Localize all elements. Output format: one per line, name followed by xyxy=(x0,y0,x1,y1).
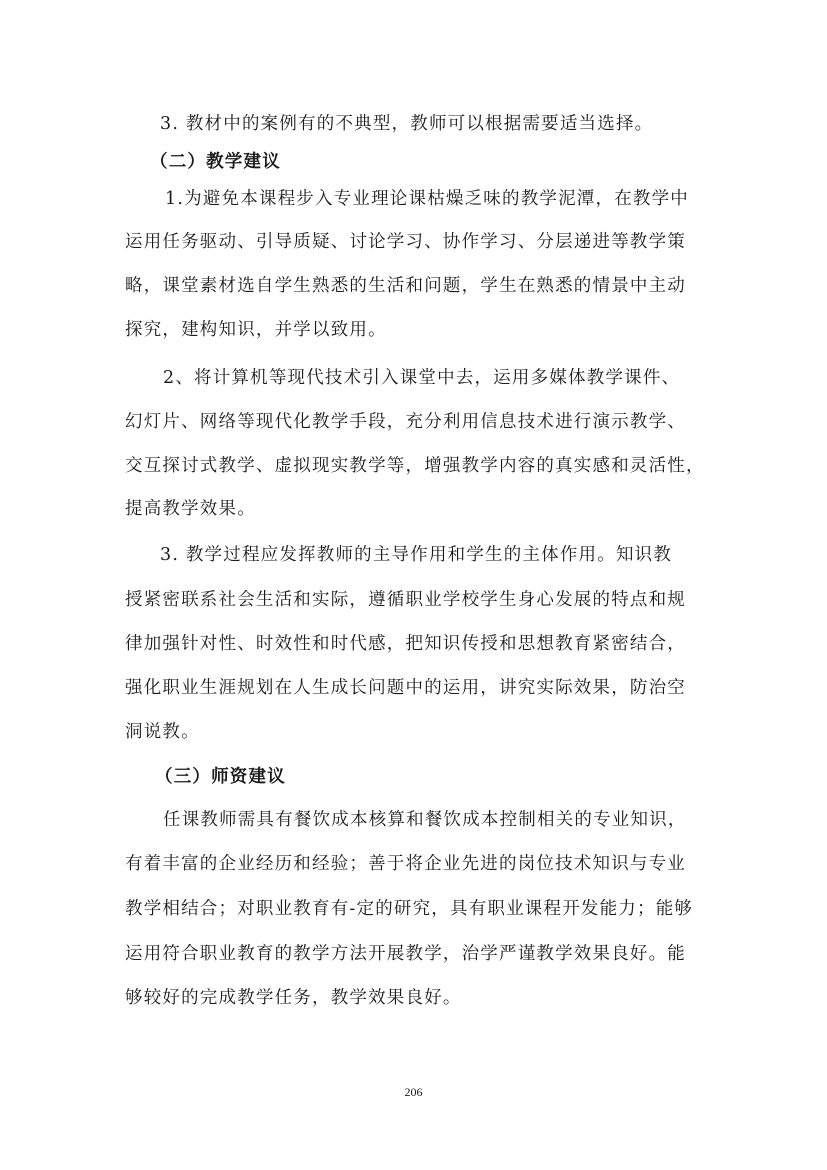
paragraph-line: 律加强针对性、时效性和时代感，把知识传授和思想教育紧密结合， xyxy=(125,634,686,654)
paragraph-line: 任课教师需具有餐饮成本核算和餐饮成本控制相关的专业知识， xyxy=(163,810,687,830)
paragraph-line: 提高教学效果。 xyxy=(125,499,256,519)
paragraph-line: 1.为避免本课程步入专业理论课枯燥乏味的教学泥潭，在教学中 xyxy=(165,189,689,209)
paragraph-line: 教学相结合；对职业教育有-定的研究，具有职业课程开发能力；能够 xyxy=(125,899,694,919)
paragraph-line: 强化职业生涯规划在人生成长问题中的运用，讲究实际效果，防治空 xyxy=(125,678,686,698)
paragraph-line: 授紧密联系社会生活和实际，遵循职业学校学生身心发展的特点和规 xyxy=(125,590,686,610)
paragraph-line: 3. 教材中的案例有的不典型，教师可以根据需要适当选择。 xyxy=(160,114,654,134)
paragraph-line: 交互探讨式教学、虚拟现实教学等，增强教学内容的真实感和灵活性， xyxy=(125,456,705,476)
paragraph-line: 运用任务驱动、引导质疑、讨论学习、协作学习、分层递进等教学策 xyxy=(125,232,686,252)
paragraph-line: 探究，建构知识，并学以致用。 xyxy=(125,320,387,340)
paragraph-line: 洞说教。 xyxy=(125,722,200,742)
paragraph-line: 3. 教学过程应发挥教师的主导作用和学生的主体作用。知识教 xyxy=(160,545,673,565)
paragraph-line: 够较好的完成教学任务，教学效果良好。 xyxy=(125,988,462,1008)
paragraph-line: 运用符合职业教育的教学方法开展教学，治学严谨教学效果良好。能 xyxy=(125,944,686,964)
page-number: 206 xyxy=(404,1085,423,1099)
paragraph-line: 2、将计算机等现代技术引入课堂中去，运用多媒体教学课件、 xyxy=(163,368,681,388)
section-heading-teaching: （二）教学建议 xyxy=(150,152,281,172)
paragraph-line: 幻灯片、网络等现代化教学手段，充分利用信息技术进行演示教学、 xyxy=(125,412,686,432)
paragraph-line: 有着丰富的企业经历和经验；善于将企业先进的岗位技术知识与专业 xyxy=(125,854,686,874)
section-heading-faculty: （三）师资建议 xyxy=(155,767,286,787)
paragraph-line: 略，课堂素材选自学生熟悉的生活和问题，学生在熟悉的情景中主动 xyxy=(125,276,686,296)
